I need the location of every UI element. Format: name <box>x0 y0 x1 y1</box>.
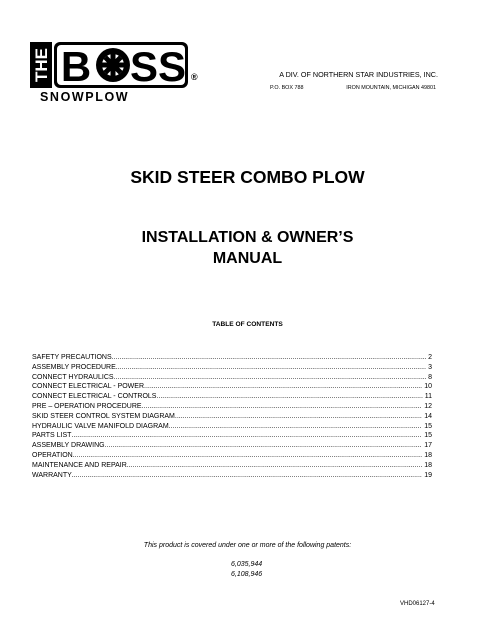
logo-letter-b: B <box>60 43 92 90</box>
toc-entry-label: ASSEMBLY DRAWING <box>32 442 105 450</box>
toc-entry-page: 18 <box>424 451 432 459</box>
toc-heading: TABLE OF CONTENTS <box>212 321 283 328</box>
boss-snowplow-logo <box>28 40 214 104</box>
manual-title: SKID STEER COMBO PLOW <box>130 167 365 187</box>
toc-entry-page: 3 <box>428 363 432 371</box>
logo-the-text: THE <box>32 48 51 82</box>
toc-entry[interactable] <box>32 471 432 481</box>
toc-leader-dots <box>175 412 422 422</box>
toc-entry[interactable] <box>32 363 432 373</box>
patent-note: This product is covered under one or more of the following patents: <box>143 542 352 549</box>
toc-entry-page: 14 <box>424 412 432 420</box>
toc-leader-dots <box>73 451 422 461</box>
subtitle-line: INSTALLATION & OWNER’S <box>141 229 354 246</box>
toc-entry-label: SAFETY PRECAUTIONS <box>32 354 112 361</box>
toc-entry[interactable] <box>32 392 432 402</box>
toc-entry-page: 18 <box>424 461 432 469</box>
table-of-contents <box>32 353 432 480</box>
toc-entry-label: CONNECT ELECTRICAL - CONTROLS <box>32 393 157 401</box>
toc-entry-label: OPERATION <box>32 451 73 459</box>
toc-entry[interactable] <box>32 422 432 432</box>
logo-tagline: SNOWPLOW <box>40 90 130 104</box>
company-division: A DIV. OF NORTHERN STAR INDUSTRIES, INC. <box>279 70 438 79</box>
toc-leader-dots <box>142 402 423 412</box>
company-po-box: P.O. BOX 788 <box>270 85 304 91</box>
patent-number: 6,035,944 <box>231 561 263 568</box>
toc-entry[interactable] <box>32 431 432 441</box>
toc-entry-page: 15 <box>424 422 432 430</box>
toc-entry[interactable] <box>32 412 432 422</box>
toc-leader-dots <box>71 431 422 441</box>
toc-entry-label: CONNECT ELECTRICAL - POWER <box>32 383 145 391</box>
toc-leader-dots <box>127 461 422 471</box>
subtitle-line: MANUAL <box>212 250 283 267</box>
toc-entry-page: 11 <box>424 393 432 401</box>
toc-entry-label: MAINTENANCE AND REPAIR <box>32 461 127 469</box>
toc-leader-dots <box>116 363 426 373</box>
logo-gear-icon <box>96 48 130 82</box>
toc-entry-page: 10 <box>424 383 432 391</box>
toc-leader-dots <box>144 382 422 392</box>
toc-entry[interactable] <box>32 461 432 471</box>
logo-letters-ss: SS <box>129 43 187 90</box>
toc-leader-dots <box>169 422 423 432</box>
toc-entry[interactable] <box>32 382 432 392</box>
patent-list <box>231 560 262 580</box>
toc-entry-label: SKID STEER CONTROL SYSTEM DIAGRAM <box>32 412 175 420</box>
manual-subtitle <box>0 227 495 269</box>
toc-entry[interactable] <box>32 353 432 363</box>
toc-entry[interactable] <box>32 441 432 451</box>
toc-entry-label: CONNECT HYDRAULICS <box>32 373 114 381</box>
toc-entry-page: 15 <box>424 432 432 440</box>
toc-entry-label: HYDRAULIC VALVE MANIFOLD DIAGRAM <box>32 422 169 430</box>
toc-entry-label: PARTS LIST <box>32 432 72 440</box>
toc-leader-dots <box>156 392 422 402</box>
toc-leader-dots <box>72 471 422 481</box>
toc-entry-label: ASSEMBLY PROCEDURE <box>32 363 116 371</box>
company-address <box>270 85 436 91</box>
document-code: VHD06127-4 <box>400 601 435 607</box>
toc-entry-page: 17 <box>424 442 432 450</box>
toc-entry-label: PRE – OPERATION PROCEDURE <box>32 402 142 410</box>
toc-entry-page: 8 <box>428 373 432 381</box>
toc-entry[interactable] <box>32 451 432 461</box>
logo-registered-mark: ® <box>191 72 198 82</box>
patent-number: 6,108,946 <box>231 571 263 578</box>
toc-entry-page: 2 <box>428 354 432 361</box>
toc-entry[interactable] <box>32 402 432 412</box>
toc-entry[interactable] <box>32 373 432 383</box>
company-city: IRON MOUNTAIN, MICHIGAN 49801 <box>346 85 436 91</box>
toc-leader-dots <box>114 373 427 383</box>
toc-entry-page: 12 <box>424 402 432 410</box>
toc-leader-dots <box>105 441 423 451</box>
toc-leader-dots <box>112 353 426 363</box>
toc-entry-label: WARRANTY <box>32 471 72 479</box>
toc-entry-page: 19 <box>424 471 432 479</box>
